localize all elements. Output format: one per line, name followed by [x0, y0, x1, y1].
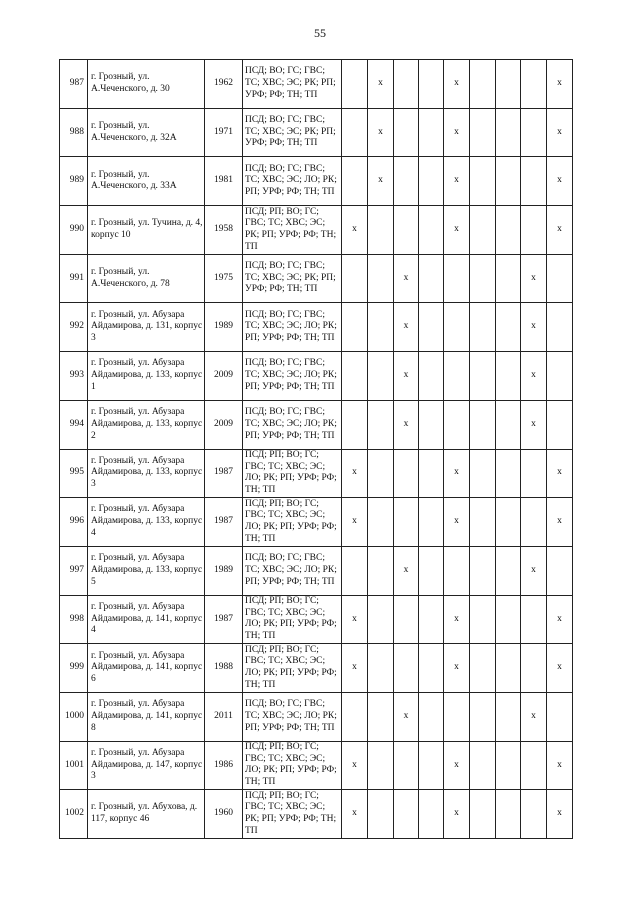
mark-cell [419, 595, 444, 644]
build-year-cell: 1960 [205, 790, 243, 839]
mark-cell [547, 400, 573, 449]
table-row [60, 449, 573, 498]
row-number-cell: 988 [60, 108, 88, 157]
mark-cell [547, 546, 573, 595]
mark-cell [496, 400, 521, 449]
mark-cell: х [444, 108, 470, 157]
mark-cell [394, 108, 419, 157]
mark-cell: х [521, 303, 547, 352]
address-cell: г. Грозный, ул. Абузара Айдамирова, д. 133, корпус 5 [88, 546, 205, 595]
mark-cell [444, 400, 470, 449]
address-cell: г. Грозный, ул. А.Чеченского, д. 30 [88, 60, 205, 109]
mark-cell [470, 790, 496, 839]
systems-list-cell: ПСД; РП; ВО; ГС; ГВС; ТС; ХВС; ЭС; ЛО; РК; РП; УРФ; РФ; ТН; ТП [243, 498, 342, 547]
mark-cell [342, 254, 368, 303]
address-cell: г. Грозный, ул. Абузара Айдамирова, д. 133, корпус 1 [88, 352, 205, 401]
table-row [60, 157, 573, 206]
mark-cell [419, 498, 444, 547]
mark-cell [368, 595, 394, 644]
mark-cell [394, 790, 419, 839]
address-cell: г. Грозный, ул. А.Чеченского, д. 78 [88, 254, 205, 303]
mark-cell [496, 546, 521, 595]
build-year-cell: 1987 [205, 595, 243, 644]
mark-cell: х [342, 644, 368, 693]
row-number-cell: 999 [60, 644, 88, 693]
mark-cell [394, 449, 419, 498]
mark-cell: х [394, 254, 419, 303]
mark-cell [368, 303, 394, 352]
mark-cell [419, 352, 444, 401]
mark-cell [342, 400, 368, 449]
mark-cell [342, 352, 368, 401]
mark-cell [496, 644, 521, 693]
address-cell: г. Грозный, ул. Абухова, д. 117, корпус 46 [88, 790, 205, 839]
mark-cell [342, 692, 368, 741]
address-cell: г. Грозный, ул. Абузара Айдамирова, д. 133, корпус 4 [88, 498, 205, 547]
table-row [60, 498, 573, 547]
mark-cell [368, 644, 394, 693]
mark-cell: х [342, 741, 368, 790]
mark-cell [496, 498, 521, 547]
build-year-cell: 1986 [205, 741, 243, 790]
mark-cell [342, 546, 368, 595]
mark-cell [368, 741, 394, 790]
mark-cell [368, 790, 394, 839]
mark-cell: х [547, 595, 573, 644]
mark-cell: х [444, 60, 470, 109]
table-row [60, 790, 573, 839]
mark-cell [419, 254, 444, 303]
mark-cell [521, 108, 547, 157]
mark-cell: х [342, 595, 368, 644]
address-cell: г. Грозный, ул. Абузара Айдамирова, д. 133, корпус 3 [88, 449, 205, 498]
table-row [60, 595, 573, 644]
building-registry-table [59, 59, 573, 839]
mark-cell [394, 157, 419, 206]
row-number-cell: 987 [60, 60, 88, 109]
build-year-cell: 1987 [205, 498, 243, 547]
mark-cell: х [547, 498, 573, 547]
mark-cell [419, 741, 444, 790]
mark-cell [470, 108, 496, 157]
mark-cell: х [444, 741, 470, 790]
mark-cell [470, 644, 496, 693]
mark-cell [521, 498, 547, 547]
mark-cell: х [368, 60, 394, 109]
table-row [60, 546, 573, 595]
build-year-cell: 1988 [205, 644, 243, 693]
mark-cell [394, 741, 419, 790]
row-number-cell: 1002 [60, 790, 88, 839]
mark-cell [444, 254, 470, 303]
mark-cell: х [521, 400, 547, 449]
row-number-cell: 991 [60, 254, 88, 303]
systems-list-cell: ПСД; РП; ВО; ГС; ГВС; ТС; ХВС; ЭС; ЛО; РК; РП; УРФ; РФ; ТН; ТП [243, 449, 342, 498]
systems-list-cell: ПСД; РП; ВО; ГС; ГВС; ТС; ХВС; ЭС; ЛО; РК; РП; УРФ; РФ; ТН; ТП [243, 595, 342, 644]
mark-cell [342, 303, 368, 352]
mark-cell: х [394, 400, 419, 449]
mark-cell [419, 546, 444, 595]
registry-body [60, 60, 573, 839]
mark-cell: х [394, 352, 419, 401]
row-number-cell: 993 [60, 352, 88, 401]
row-number-cell: 994 [60, 400, 88, 449]
table-row [60, 400, 573, 449]
table-row [60, 352, 573, 401]
row-number-cell: 1000 [60, 692, 88, 741]
build-year-cell: 1962 [205, 60, 243, 109]
systems-list-cell: ПСД; РП; ВО; ГС; ГВС; ТС; ХВС; ЭС; РК; РП; УРФ; РФ; ТН; ТП [243, 790, 342, 839]
table-row [60, 692, 573, 741]
build-year-cell: 1989 [205, 546, 243, 595]
mark-cell: х [547, 449, 573, 498]
table-row [60, 644, 573, 693]
mark-cell: х [444, 498, 470, 547]
mark-cell [496, 254, 521, 303]
mark-cell: х [368, 108, 394, 157]
mark-cell [496, 595, 521, 644]
address-cell: г. Грозный, ул. А.Чеченского, д. 33А [88, 157, 205, 206]
row-number-cell: 996 [60, 498, 88, 547]
mark-cell [342, 157, 368, 206]
mark-cell: х [444, 790, 470, 839]
row-number-cell: 997 [60, 546, 88, 595]
mark-cell: х [394, 546, 419, 595]
mark-cell [368, 546, 394, 595]
mark-cell [419, 400, 444, 449]
mark-cell [419, 303, 444, 352]
table-row [60, 108, 573, 157]
mark-cell [368, 206, 394, 255]
mark-cell [496, 790, 521, 839]
mark-cell [470, 206, 496, 255]
mark-cell [521, 790, 547, 839]
mark-cell [394, 498, 419, 547]
mark-cell [470, 60, 496, 109]
mark-cell [496, 352, 521, 401]
systems-list-cell: ПСД; ВО; ГС; ГВС; ТС; ХВС; ЭС; ЛО; РК; РП; УРФ; РФ; ТН; ТП [243, 157, 342, 206]
systems-list-cell: ПСД; ВО; ГС; ГВС; ТС; ХВС; ЭС; ЛО; РК; РП; УРФ; РФ; ТН; ТП [243, 546, 342, 595]
build-year-cell: 1975 [205, 254, 243, 303]
mark-cell [470, 692, 496, 741]
mark-cell [444, 692, 470, 741]
mark-cell [419, 692, 444, 741]
build-year-cell: 2009 [205, 352, 243, 401]
mark-cell [470, 595, 496, 644]
address-cell: г. Грозный, ул. Абузара Айдамирова, д. 141, корпус 8 [88, 692, 205, 741]
mark-cell [419, 449, 444, 498]
mark-cell [521, 60, 547, 109]
mark-cell [419, 157, 444, 206]
mark-cell [444, 546, 470, 595]
row-number-cell: 995 [60, 449, 88, 498]
systems-list-cell: ПСД; ВО; ГС; ГВС; ТС; ХВС; ЭС; РК; РП; УРФ; РФ; ТН; ТП [243, 60, 342, 109]
mark-cell [470, 449, 496, 498]
mark-cell: х [342, 498, 368, 547]
mark-cell: х [547, 206, 573, 255]
mark-cell: х [342, 206, 368, 255]
mark-cell [521, 449, 547, 498]
address-cell: г. Грозный, ул. Абузара Айдамирова, д. 147, корпус 3 [88, 741, 205, 790]
mark-cell [470, 254, 496, 303]
mark-cell: х [368, 157, 394, 206]
mark-cell: х [547, 790, 573, 839]
mark-cell [470, 498, 496, 547]
mark-cell [419, 108, 444, 157]
systems-list-cell: ПСД; ВО; ГС; ГВС; ТС; ХВС; ЭС; ЛО; РК; РП; УРФ; РФ; ТН; ТП [243, 303, 342, 352]
mark-cell [521, 206, 547, 255]
mark-cell: х [547, 157, 573, 206]
mark-cell [419, 790, 444, 839]
mark-cell [444, 303, 470, 352]
build-year-cell: 2011 [205, 692, 243, 741]
mark-cell [368, 449, 394, 498]
page-number: 55 [314, 26, 326, 40]
systems-list-cell: ПСД; ВО; ГС; ГВС; ТС; ХВС; ЭС; РК; РП; УРФ; РФ; ТН; ТП [243, 108, 342, 157]
mark-cell [547, 352, 573, 401]
mark-cell [521, 595, 547, 644]
mark-cell: х [547, 60, 573, 109]
row-number-cell: 992 [60, 303, 88, 352]
mark-cell [394, 206, 419, 255]
build-year-cell: 1989 [205, 303, 243, 352]
mark-cell [547, 692, 573, 741]
mark-cell: х [394, 692, 419, 741]
table-row [60, 303, 573, 352]
mark-cell [368, 254, 394, 303]
mark-cell: х [547, 741, 573, 790]
address-cell: г. Грозный, ул. Тучина, д. 4, корпус 10 [88, 206, 205, 255]
mark-cell [394, 644, 419, 693]
mark-cell [521, 157, 547, 206]
mark-cell: х [444, 157, 470, 206]
mark-cell [496, 449, 521, 498]
systems-list-cell: ПСД; РП; ВО; ГС; ГВС; ТС; ХВС; ЭС; РК; РП; УРФ; РФ; ТН; ТП [243, 206, 342, 255]
mark-cell: х [342, 449, 368, 498]
mark-cell [394, 60, 419, 109]
mark-cell: х [521, 692, 547, 741]
systems-list-cell: ПСД; ВО; ГС; ГВС; ТС; ХВС; ЭС; ЛО; РК; РП; УРФ; РФ; ТН; ТП [243, 400, 342, 449]
mark-cell [547, 303, 573, 352]
mark-cell [470, 400, 496, 449]
table-row [60, 60, 573, 109]
systems-list-cell: ПСД; РП; ВО; ГС; ГВС; ТС; ХВС; ЭС; ЛО; РК; РП; УРФ; РФ; ТН; ТП [243, 644, 342, 693]
mark-cell [419, 644, 444, 693]
row-number-cell: 1001 [60, 741, 88, 790]
address-cell: г. Грозный, ул. Абузара Айдамирова, д. 141, корпус 4 [88, 595, 205, 644]
mark-cell [368, 692, 394, 741]
mark-cell [444, 352, 470, 401]
mark-cell [419, 206, 444, 255]
mark-cell [368, 498, 394, 547]
mark-cell: х [547, 108, 573, 157]
mark-cell: х [394, 303, 419, 352]
table-row [60, 254, 573, 303]
mark-cell: х [444, 449, 470, 498]
mark-cell [496, 108, 521, 157]
mark-cell [470, 741, 496, 790]
mark-cell: х [521, 546, 547, 595]
mark-cell: х [521, 254, 547, 303]
mark-cell [521, 644, 547, 693]
build-year-cell: 1958 [205, 206, 243, 255]
mark-cell [419, 60, 444, 109]
mark-cell: х [342, 790, 368, 839]
mark-cell [394, 595, 419, 644]
address-cell: г. Грозный, ул. А.Чеченского, д. 32А [88, 108, 205, 157]
mark-cell [496, 157, 521, 206]
build-year-cell: 1971 [205, 108, 243, 157]
mark-cell [470, 157, 496, 206]
mark-cell: х [444, 206, 470, 255]
mark-cell [342, 108, 368, 157]
mark-cell [368, 400, 394, 449]
mark-cell [496, 303, 521, 352]
row-number-cell: 990 [60, 206, 88, 255]
build-year-cell: 2009 [205, 400, 243, 449]
row-number-cell: 998 [60, 595, 88, 644]
address-cell: г. Грозный, ул. Абузара Айдамирова, д. 141, корпус 6 [88, 644, 205, 693]
mark-cell: х [547, 644, 573, 693]
mark-cell [496, 60, 521, 109]
systems-list-cell: ПСД; ВО; ГС; ГВС; ТС; ХВС; ЭС; ЛО; РК; РП; УРФ; РФ; ТН; ТП [243, 692, 342, 741]
mark-cell: х [444, 644, 470, 693]
mark-cell [496, 741, 521, 790]
mark-cell [470, 352, 496, 401]
systems-list-cell: ПСД; ВО; ГС; ГВС; ТС; ХВС; ЭС; РК; РП; УРФ; РФ; ТН; ТП [243, 254, 342, 303]
mark-cell [470, 303, 496, 352]
systems-list-cell: ПСД; РП; ВО; ГС; ГВС; ТС; ХВС; ЭС; ЛО; РК; РП; УРФ; РФ; ТН; ТП [243, 741, 342, 790]
build-year-cell: 1981 [205, 157, 243, 206]
table-row [60, 206, 573, 255]
mark-cell [496, 692, 521, 741]
mark-cell [547, 254, 573, 303]
mark-cell [470, 546, 496, 595]
address-cell: г. Грозный, ул. Абузара Айдамирова, д. 133, корпус 2 [88, 400, 205, 449]
mark-cell [496, 206, 521, 255]
row-number-cell: 989 [60, 157, 88, 206]
mark-cell [342, 60, 368, 109]
build-year-cell: 1987 [205, 449, 243, 498]
mark-cell [368, 352, 394, 401]
mark-cell: х [521, 352, 547, 401]
systems-list-cell: ПСД; ВО; ГС; ГВС; ТС; ХВС; ЭС; ЛО; РК; РП; УРФ; РФ; ТН; ТП [243, 352, 342, 401]
address-cell: г. Грозный, ул. Абузара Айдамирова, д. 131, корпус 3 [88, 303, 205, 352]
mark-cell [521, 741, 547, 790]
table-row [60, 741, 573, 790]
mark-cell: х [444, 595, 470, 644]
